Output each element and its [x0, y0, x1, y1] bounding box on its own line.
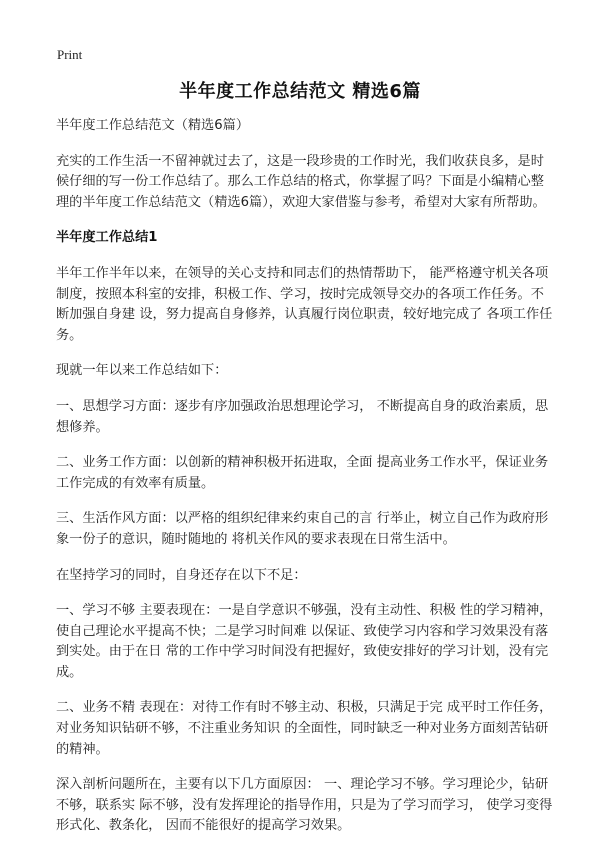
body-paragraph: 一、学习不够 主要表现在：一是自学意识不够强，没有主动性、积极 性的学习精神，使自己理论水平提高不快；二是学习时间难 以保证、致使学习内容和学习效果没有落到实处。由于在日 常的工作中学习时间没有把握好，致使安排好的学习计划，没有完成。 [56, 603, 553, 680]
body-paragraph: 深入剖析问题所在，主要有以下几方面原因： 一、理论学习不够。学习理论少，钻研不够，联系实 际不够，没有发挥理论的指导作用，只是为了学习而学习， 使学习变得形式化、教条化， 因而不能很好的提高学习效果。 [56, 777, 553, 834]
section-heading: 半年度工作总结1 [56, 230, 158, 246]
body-paragraph: 三、生活作风方面：以严格的组织纪律来约束自己的言 行举止，树立自己作为政府形象一份子的意识，随时随地的 将机关作风的要求表现在日常生活中。 [56, 511, 549, 547]
document-body [56, 116, 554, 852]
body-paragraph: 一、思想学习方面：逐步有序加强政治思想理论学习， 不断提高自身的政治素质，思想修养。 [56, 398, 549, 435]
body-paragraph: 半年工作半年以来，在领导的关心支持和同志们的热情帮助下， 能严格遵守机关各项制度，按照本科室的安排，积极工作、学习，按时完成领导交办的各项工作任务。不断加强自身建 设，努力提高自身修养，认真履行岗位职责，较好地完成了 各项工作任务。 [56, 265, 553, 343]
document-subtitle: 半年度工作总结范文（精选6篇） [56, 118, 250, 133]
page-title: 半年度工作总结范文 精选6篇 [179, 81, 421, 102]
body-paragraph: 现就一年以来工作总结如下： [56, 363, 228, 379]
print-label[interactable]: Print [57, 47, 83, 62]
body-paragraph: 二、业务不精 表现在：对待工作有时不够主动、积极，只满足于完 成平时工作任务，对业务知识钻研不够，不注重业务知识 的全面性，同时缺乏一种对业务方面刻苦钻研的精神。 [56, 700, 553, 757]
body-paragraph: 二、业务工作方面：以创新的精神积极开拓进取，全面 提高业务工作水平，保证业务工作完成的有效率有质量。 [56, 455, 549, 491]
body-paragraph: 在坚持学习的同时，自身还存在以下不足： [56, 567, 307, 583]
intro-paragraph: 充实的工作生活一不留神就过去了，这是一段珍贵的工作时光，我们收获良多，是时候仔细的写一份工作总结了。那么工作总结的格式，你掌握了吗？下面是小编精心整理的半年度工作总结范文（精选6篇），欢迎大家借鉴与参考，希望对大家有所帮助。 [56, 153, 546, 210]
